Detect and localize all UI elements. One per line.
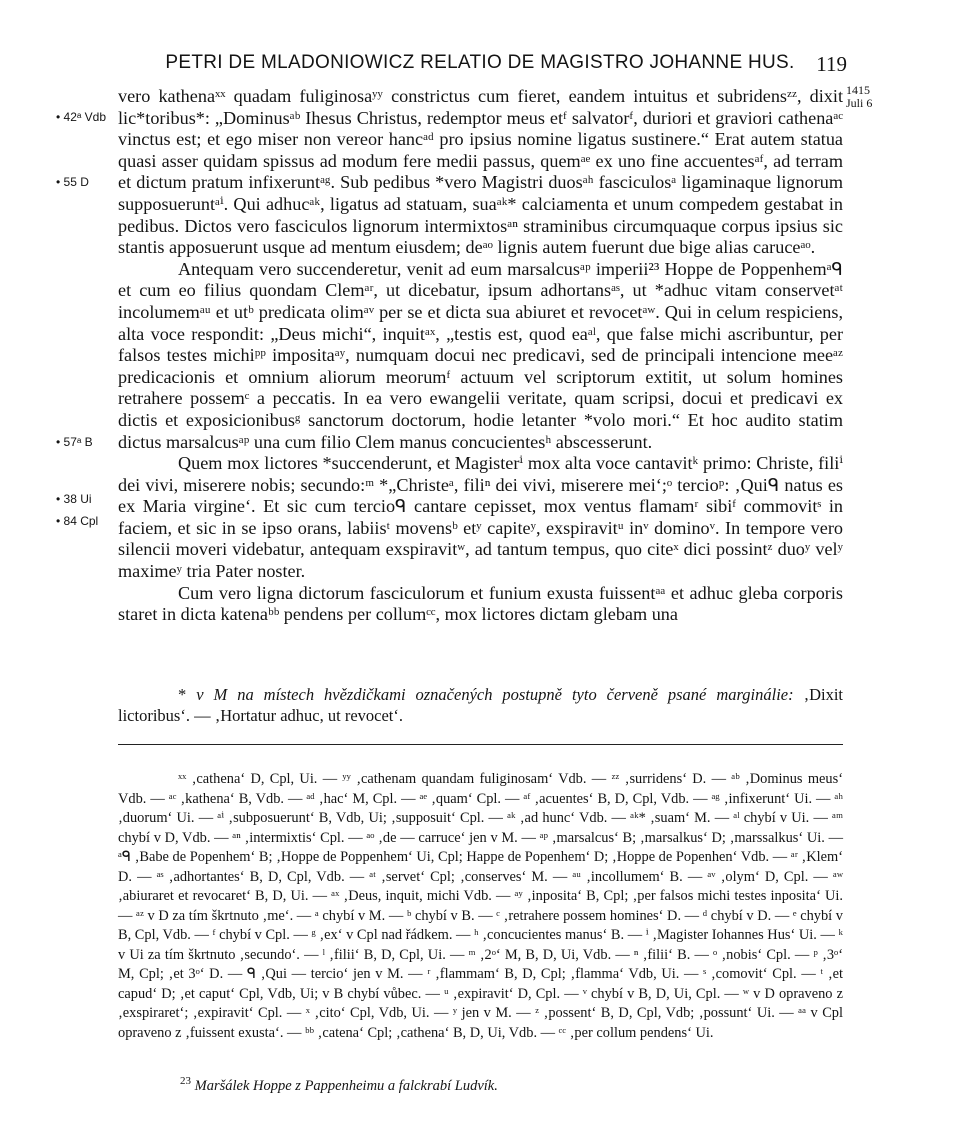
main-text	[118, 86, 843, 626]
paragraph: vero kathenaˣˣ quadam fuliginosaʸʸ constrictus cum fieret, eandem intuitus et subridensᶻᶻ, dixit lic*toribus*: „Dominusᵃᵇ Ihesus Christus, redemptor meus etᶠ salvatorᶠ, duriori et graviori cathenaᵃᶜ vinctus est; et ego miser non vereor hancᵃᵈ pro ipsius nomine ligatus sustinere.“ Erat autem statua quasi asser quidam spissus ad modum fere medii passus, quemᵃᵉ ex uno fine accuentesᵃᶠ, ad terram et dictum pratum infixeruntᵃᵍ. Sub pedibus *vero Magistri duosᵃʰ fasciculosᵃ ligaminaque lignorum supposueruntᵃⁱ. Qui adhucᵃᵏ, ligatus ad statuam, suaᵃᵏ* calciamenta et unum compedem gestabat in pedibus. Dictos vero fasciculos lignorum intermixtosᵃⁿ straminibus circumquaque corpus ipsius sic stantis apposuerunt usque ad mentum eiusdem; deᵃᵒ lignis autem fuerunt due bige alias caruceᵃᵒ.	[118, 86, 843, 258]
paragraph: Cum vero ligna dictorum fasciculorum et funium exusta fuissentᵃᵃ et adhuc gleba corporis staret in dicta katenaᵇᵇ pendens per collumᶜᶜ, mox lictores dictam glebam una	[118, 582, 843, 625]
side-date-day: Juli 6	[846, 96, 873, 110]
asterisk: *	[178, 685, 187, 704]
page-number: 119	[816, 52, 847, 76]
marginalia-lead: v M na místech hvězdičkami označených postupně tyto červeně psané marginálie:	[196, 685, 794, 704]
paragraph: Antequam vero succenderetur, venit ad eum marsalcusᵃᵖ imperii²³ Hoppe de Poppenhemᵃᑫ et cum eo filius quondam Clemᵃʳ, ut dicebatur, ipsum adhortansᵃˢ, ut *adhuc vitam conservetᵃᵗ incolumemᵃᵘ et utᵇ predicata olimᵃᵛ per se et dicta sua abiuret et revocetᵃʷ. Qui in celum respiciens, alta voce respondit: „Deus michi“, inquitᵃˣ, „testis est, quod eaᵃˡ, que false michi ascribuntur, per falsos testes michiᵖᵖ impositaᵃʸ, numquam docui nec predicavi, sed de principali intencione meeᵃᶻ predicacionis et omnium aliorum meorumᶠ actuum vel scriptorum extitit, ut solum homines retrahere possemᶜ a peccatis. In ea vero ewangelii veritate, quam scripsi, docui et predicavi ex dictis et exposicionibusᵍ sanctorum doctorum, hodie letanter *volo mori.“ Et hoc audito statim dictus marsalcusᵃᵖ una cum filio Clem manus concucientesʰ abscesserunt.	[118, 258, 843, 452]
page-header	[0, 52, 960, 82]
marginalia-rest: ‚Dixit lictoribus‘. — ‚Hortatur adhuc, ut revocet‘.	[118, 685, 843, 725]
footnote	[180, 1075, 498, 1095]
paragraph: Quem mox lictores *succenderunt, et Magisterⁱ mox alta voce cantavitᵏ primo: Christe, filiⁱ dei vivi, miserere nobis; secundo:ᵐ *„Christeᵃ, filiⁿ dei vivi, miserere mei‘;ᵒ tercioᵖ: ‚Quiᑫ natus es ex Maria virgine‘. Et sic cum tercioᑫ cantare cepisset, mox ventus flamamʳ sibiᶠ commovitˢ in faciem, et sic in se ipso orans, labiisᵗ movensᵇ etʸ capiteʸ, exspiravitᵘ inᵛ dominoᵛ. In tempore vero silencii moveri videbatur, antequam exspiravitʷ, ad tantum tempus, quo citeˣ dici possintᶻ duoʸ velʸ maximeʸ tria Pater noster.	[118, 453, 843, 582]
margin-marker: • 38 Ui	[56, 492, 92, 506]
variant-notes	[118, 770, 843, 1043]
margin-marker: • 57ᵃ B	[56, 435, 93, 449]
margin-marker: • 55 D	[56, 175, 89, 189]
footnote-number: 23	[180, 1075, 191, 1088]
side-date	[846, 84, 872, 110]
running-title: PETRI DE MLADONIOWICZ RELATIO DE MAGISTRO JOHANNE HUS.	[165, 52, 795, 73]
marginalia-note	[118, 684, 843, 726]
divider	[118, 744, 843, 745]
margin-marker: • 84 Cpl	[56, 514, 99, 528]
footnote-text: Maršálek Hoppe z Pappenheimu a falckrabí Ludvík.	[194, 1078, 498, 1094]
variant-notes-text: ˣˣ ‚cathena‘ D, Cpl, Ui. — ʸʸ ‚cathenam quandam fuliginosam‘ Vdb. — ᶻᶻ ‚surridens‘ D. — ᵃᵇ ‚Dominus meus‘ Vdb. — ᵃᶜ ‚kathena‘ B, Vdb. — ᵃᵈ ‚hac‘ M, Cpl. — ᵃᵉ ‚quam‘ Cpl. — ᵃᶠ ‚acuentes‘ B, D, Cpl, Vdb. — ᵃᵍ ‚infixerunt‘ Ui. — ᵃʰ ‚duorum‘ Ui. — ᵃⁱ ‚subposuerunt‘ B, Vdb, Ui; ‚supposuit‘ Cpl. — ᵃᵏ ‚ad hunc‘ Vdb. — ᵃᵏ* ‚suam‘ M. — ᵃˡ chybí v Ui. — ᵃᵐ chybí v D, Vdb. — ᵃⁿ ‚intermixtis‘ Cpl. — ᵃᵒ ‚de — carruce‘ jen v M. — ᵃᵖ ‚marsalcus‘ B; ‚marsalkus‘ D; ‚marssalkus‘ Ui. — ᵃᑫ ‚Babe de Popenhem‘ B; ‚Hoppe de Poppenhem‘ Ui, Cpl; Happe de Popenhem‘ D; ‚Hoppe de Popenhen‘ Vdb. — ᵃʳ ‚Klem‘ D. — ᵃˢ ‚adhortantes‘ B, D, Cpl, Vdb. — ᵃᵗ ‚servet‘ Cpl; ‚conserves‘ M. — ᵃᵘ ‚incollumem‘ B. — ᵃᵛ ‚olym‘ D, Cpl. — ᵃʷ ‚abiuraret et revocaret‘ B, D, Ui. — ᵃˣ ‚Deus, inquit, michi Vdb. — ᵃʸ ‚inposita‘ B, Cpl; ‚per falsos michi testes inposita‘ Ui. — ᵃᶻ v D za tím škrtnuto ‚me‘. — ᵃ chybí v M. — ᵇ chybí v B. — ᶜ ‚retrahere possem homines‘ D. — ᵈ chybí v D. — ᵉ chybí v B, Cpl, Vdb. — ᶠ chybí v Cpl. — ᵍ ‚ex‘ v Cpl nad řádkem. — ʰ ‚concucientes manus‘ B. — ⁱ ‚Magister Iohannes Hus‘ Ui. — ᵏ v Ui za tím škrtnuto ‚secundo‘. — ˡ ‚filii‘ B, D, Cpl, Ui. — ᵐ ‚2ᵒ‘ M, B, D, Ui, Vdb. — ⁿ ‚filii‘ B. — ᵒ ‚nobis‘ Cpl. — ᵖ ‚3ᵒ‘ M, Cpl; ‚et 3ᵒ‘ D. — ᑫ ‚Qui — tercio‘ jen v M. — ʳ ‚flammam‘ B, D, Cpl; ‚flamma‘ Vdb, Ui. — ˢ ‚comovit‘ Cpl. — ᵗ ‚et capud‘ D; ‚et caput‘ Cpl, Vdb, Ui; v B chybí vůbec. — ᵘ ‚expiravit‘ D, Cpl. — ᵛ chybí v B, D, Ui, Cpl. — ʷ v D opraveno z ‚exspiraret‘; ‚expiravit‘ Cpl. — ˣ ‚cito‘ Cpl, Vdb, Ui. — ʸ jen v M. — ᶻ ‚possent‘ B, D, Cpl, Vdb; ‚possunt‘ Ui. — ᵃᵃ v Cpl opraveno z ‚fuissent exusta‘. — ᵇᵇ ‚catena‘ Cpl; ‚cathena‘ B, D, Ui, Vdb. — ᶜᶜ ‚per collum pendens‘ Ui.	[118, 771, 843, 1041]
margin-marker: • 42ᵃ Vdb	[56, 110, 107, 124]
side-date-year: 1415	[846, 83, 870, 97]
